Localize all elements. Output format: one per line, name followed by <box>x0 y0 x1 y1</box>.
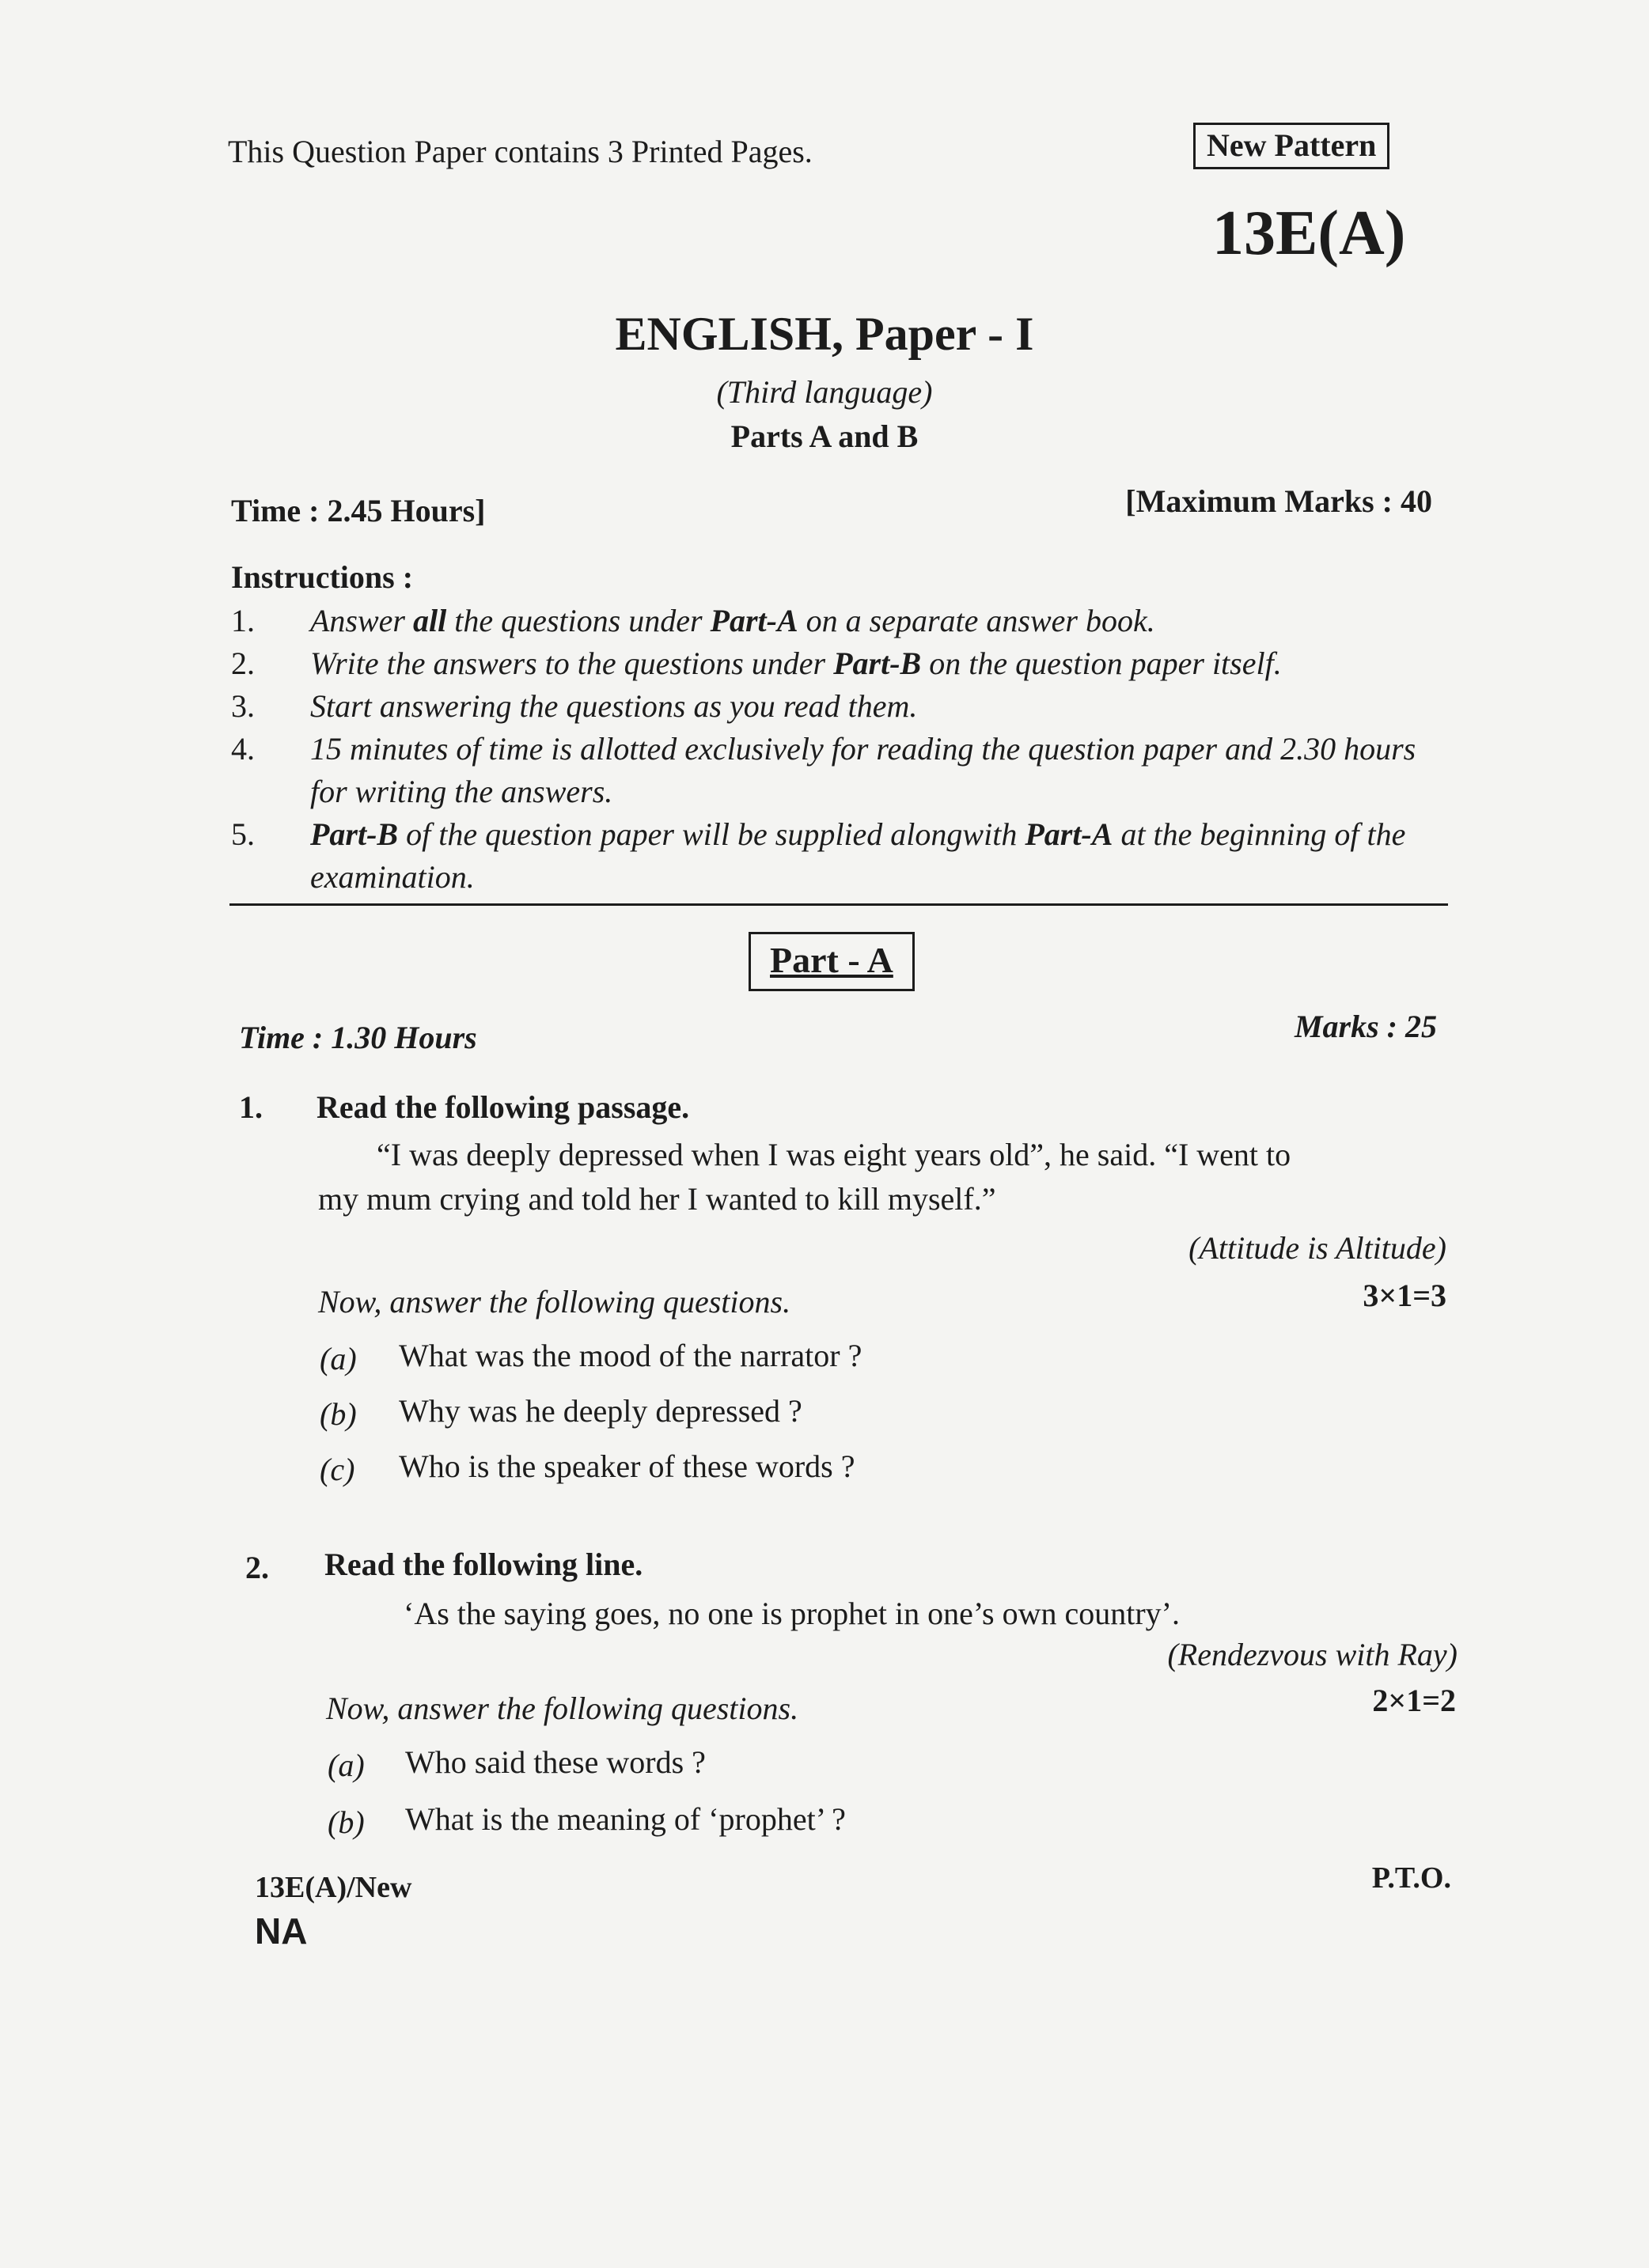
instructions-heading: Instructions : <box>231 559 414 595</box>
passage-line: my mum crying and told her I wanted to kill myself.” <box>318 1181 996 1217</box>
instruction-item <box>231 600 1450 642</box>
instruction-text: Part-B of the question paper will be supplied alongwith Part-A at the beginning of the examination. <box>310 816 1406 895</box>
total-time: Time : 2.45 Hours] <box>231 493 486 528</box>
page-subtitle: (Third language) <box>716 374 933 410</box>
instruction-item <box>231 642 1450 685</box>
footer-paper-code: 13E(A)/New <box>255 1871 412 1904</box>
instruction-text: Write the answers to the questions under Part-B on the question paper itself. <box>310 646 1282 681</box>
paper-code: 13E(A) <box>1212 199 1406 268</box>
question-number: 1. <box>239 1089 263 1125</box>
sub-question-label: (c) <box>320 1452 355 1487</box>
pattern-badge: New Pattern <box>1193 123 1389 169</box>
footer-na-label: NA <box>255 1910 308 1952</box>
question-heading: Read the following passage. <box>317 1089 690 1125</box>
parts-label: Parts A and B <box>730 418 919 454</box>
quoted-line: ‘As the saying goes, no one is prophet in one’s own country’. <box>404 1596 1180 1631</box>
instruction-item <box>231 813 1450 899</box>
instruction-number: 5. <box>231 816 255 852</box>
sub-question-label: (b) <box>320 1396 357 1432</box>
sub-question-text: What was the mood of the narrator ? <box>399 1338 862 1373</box>
question-marks: 3×1=3 <box>1363 1278 1446 1313</box>
sub-question-text: Who said these words ? <box>405 1744 706 1780</box>
instruction-number: 1. <box>231 603 255 638</box>
instruction-text: Start answering the questions as you read them. <box>310 688 918 724</box>
instruction-text: 15 minutes of time is allotted exclusively for reading the question paper and 2.30 hours for writing the answers. <box>310 731 1416 809</box>
part-a-time: Time : 1.30 Hours <box>239 1020 477 1055</box>
section-divider <box>229 903 1448 906</box>
page-turn-over: P.T.O. <box>1371 1861 1451 1895</box>
instruction-item <box>231 728 1450 813</box>
instruction-number: 4. <box>231 731 255 767</box>
sub-question-text: What is the meaning of ‘prophet’ ? <box>405 1801 846 1837</box>
passage-source: (Attitude is Altitude) <box>1188 1230 1446 1266</box>
part-a-heading: Part - A <box>749 932 915 991</box>
question-prompt: Now, answer the following questions. <box>326 1691 799 1726</box>
printed-pages-note: This Question Paper contains 3 Printed Pages. <box>228 134 813 169</box>
part-a-marks: Marks : 25 <box>1294 1009 1437 1044</box>
instructions-list <box>231 600 1450 899</box>
question-prompt: Now, answer the following questions. <box>318 1284 791 1320</box>
max-marks: [Maximum Marks : 40 <box>1125 483 1432 519</box>
sub-question-label: (a) <box>328 1747 365 1783</box>
instruction-item <box>231 685 1450 728</box>
instruction-number: 2. <box>231 646 255 681</box>
sub-question-text: Why was he deeply depressed ? <box>399 1393 802 1429</box>
instruction-text: Answer all the questions under Part-A on a separate answer book. <box>310 603 1155 638</box>
passage-line: “I was deeply depressed when I was eight years old”, he said. “I went to <box>377 1137 1291 1172</box>
question-number: 2. <box>245 1550 269 1585</box>
sub-question-text: Who is the speaker of these words ? <box>399 1448 855 1484</box>
question-heading: Read the following line. <box>324 1547 643 1582</box>
question-marks: 2×1=2 <box>1372 1683 1456 1718</box>
instruction-number: 3. <box>231 688 255 724</box>
sub-question-label: (b) <box>328 1804 365 1840</box>
page-title: ENGLISH, Paper - I <box>615 308 1034 360</box>
sub-question-label: (a) <box>320 1341 357 1376</box>
passage-source: (Rendezvous with Ray) <box>1167 1637 1458 1672</box>
